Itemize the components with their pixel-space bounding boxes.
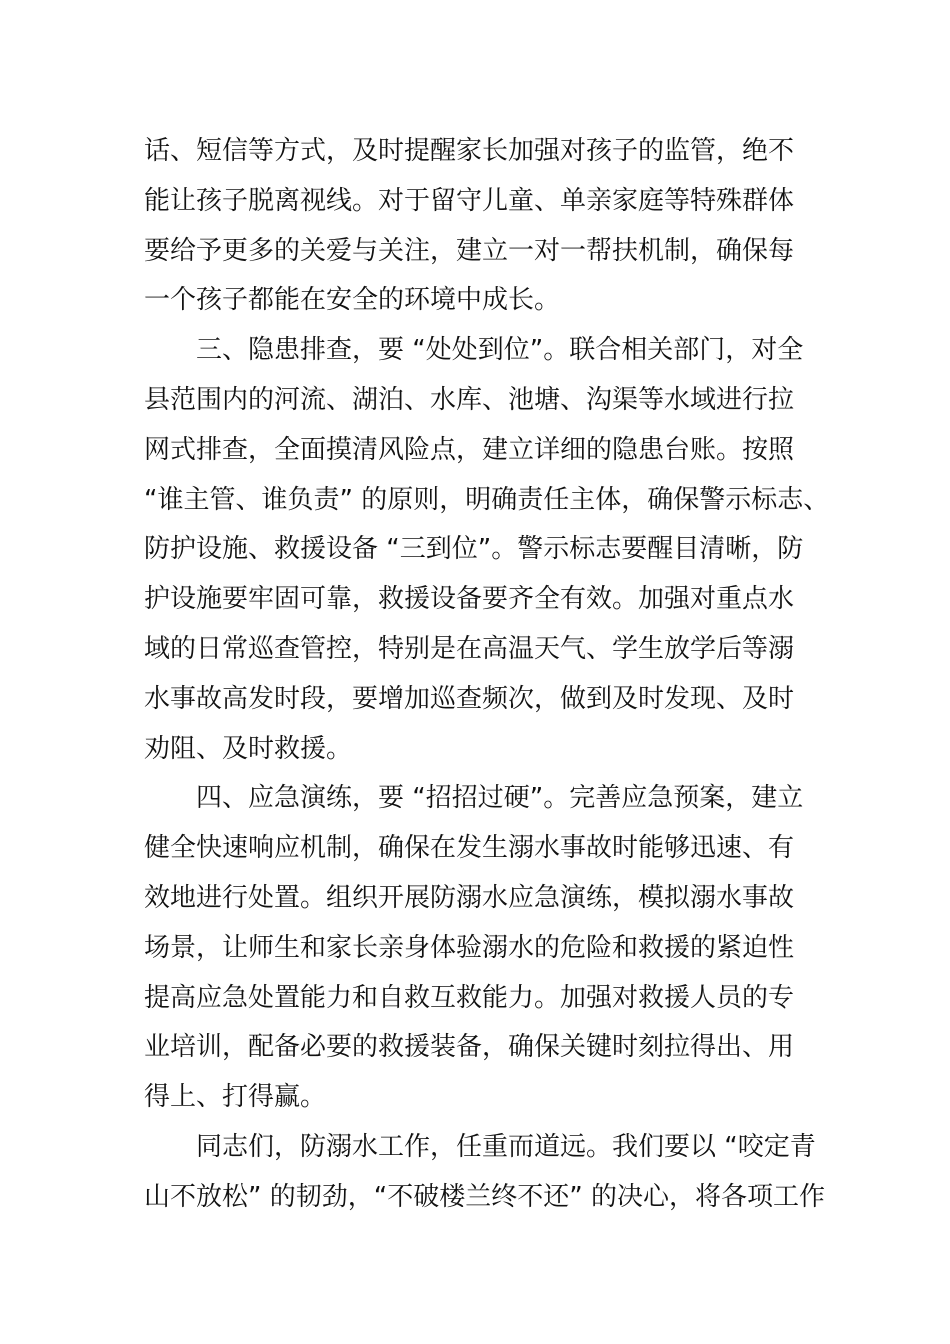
text-line: 话、短信等方式，及时提醒家长加强对孩子的监管，绝不 bbox=[144, 136, 795, 166]
text-line: 山不放松” 的韧劲，“不破楼兰终不还” 的决心，将各项工作 bbox=[144, 1181, 825, 1212]
paragraph-start-line: 同志们，防溺水工作，任重而道远。我们要以 “咬定青 bbox=[196, 1131, 816, 1162]
text-line: 县范围内的河流、湖泊、水库、池塘、沟渠等水域进行拉 bbox=[144, 384, 795, 415]
section-heading-line: 三、隐患排查，要 “处处到位”。联合相关部门，对全 bbox=[196, 335, 804, 366]
text-line: 要给予更多的关爱与关注，建立一对一帮扶机制，确保每 bbox=[144, 235, 795, 266]
text-line: 提高应急处置能力和自救互救能力。加强对救援人员的专 bbox=[144, 982, 795, 1013]
text-line: 一个孩子都能在安全的环境中成长。 bbox=[144, 285, 561, 316]
text-line: 健全快速响应机制，确保在发生溺水事故时能够迅速、有 bbox=[144, 833, 795, 864]
text-line: 劝阻、及时救援。 bbox=[144, 733, 353, 764]
text-line: 域的日常巡查管控，特别是在高温天气、学生放学后等溺 bbox=[144, 633, 795, 664]
text-line: 得上、打得赢。 bbox=[144, 1082, 327, 1113]
text-line: “谁主管、谁负责” 的原则，明确责任主体，确保警示标志、 bbox=[144, 484, 830, 515]
text-line: 网式排查，全面摸清风险点，建立详细的隐患台账。按照 bbox=[144, 434, 795, 465]
text-line: 防护设施、救援设备 “三到位”。警示标志要醒目清晰，防 bbox=[144, 534, 804, 565]
text-line: 业培训，配备必要的救援装备，确保关键时刻拉得出、用 bbox=[144, 1032, 795, 1063]
text-line: 场景，让师生和家长亲身体验溺水的危险和救援的紧迫性 bbox=[144, 932, 795, 963]
text-line: 水事故高发时段，要增加巡查频次，做到及时发现、及时 bbox=[144, 683, 795, 714]
text-line: 效地进行处置。组织开展防溺水应急演练，模拟溺水事故 bbox=[144, 882, 795, 913]
text-line: 护设施要牢固可靠，救援设备要齐全有效。加强对重点水 bbox=[144, 584, 795, 615]
section-heading-line: 四、应急演练，要 “招招过硬”。完善应急预案，建立 bbox=[196, 783, 804, 814]
text-line: 能让孩子脱离视线。对于留守儿童、单亲家庭等特殊群体 bbox=[144, 185, 795, 216]
body-text bbox=[144, 127, 844, 1223]
